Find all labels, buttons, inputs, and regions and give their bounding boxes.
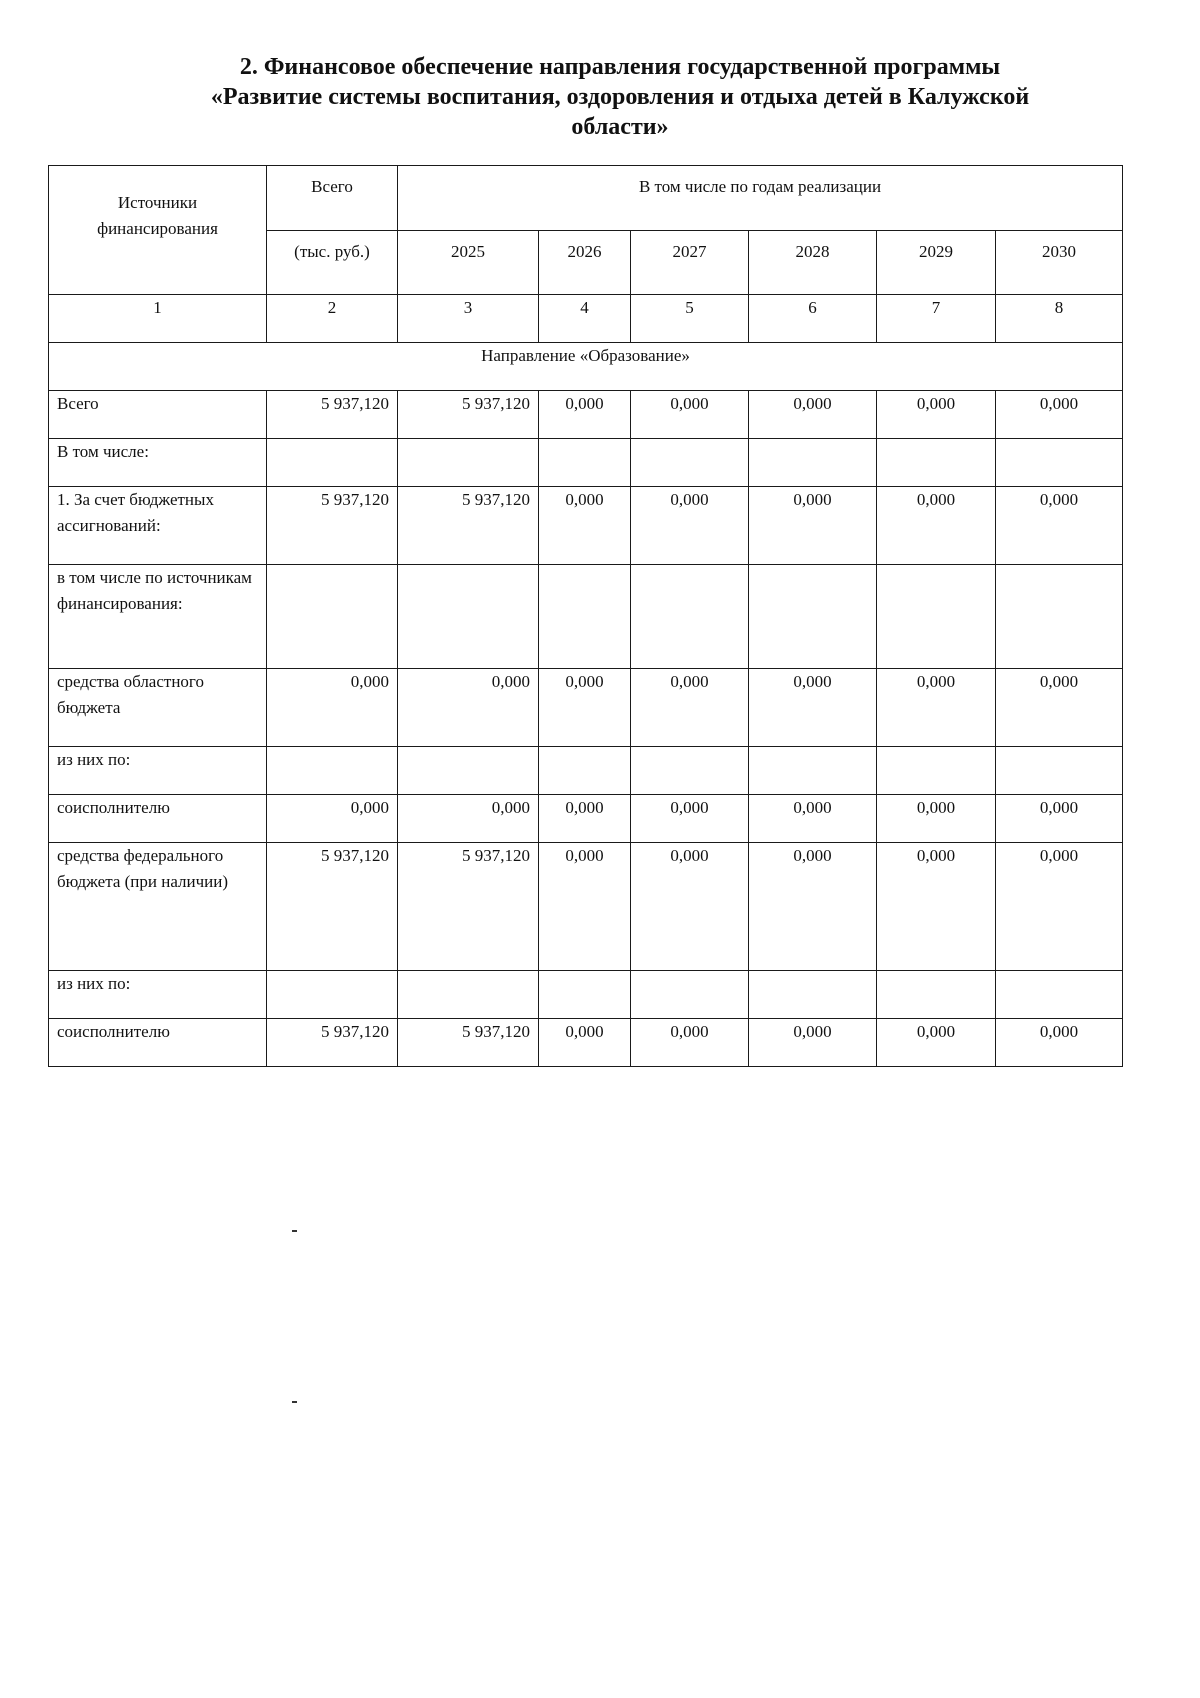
column-number: 6 [749,295,877,343]
cell-year-value: 0,000 [877,795,996,843]
table-row [49,565,1123,669]
cell-year-value: 0,000 [631,843,749,971]
cell-total [267,439,398,487]
cell-year-value [398,439,539,487]
cell-year-value: 0,000 [631,391,749,439]
row-label: средства областного бюджета [49,669,267,747]
stray-mark [292,1401,297,1403]
cell-year-value: 5 937,120 [398,487,539,565]
column-number: 4 [539,295,631,343]
row-label: соисполнителю [49,1019,267,1067]
cell-year-value: 0,000 [996,795,1123,843]
cell-year-value: 0,000 [749,795,877,843]
cell-year-value [749,747,877,795]
cell-year-value [631,439,749,487]
row-label: из них по: [49,971,267,1019]
cell-year-value: 0,000 [539,391,631,439]
cell-year-value: 0,000 [996,669,1123,747]
cell-year-value: 5 937,120 [398,391,539,439]
cell-year-value: 0,000 [877,669,996,747]
row-label: Всего [49,391,267,439]
cell-year-value [996,565,1123,669]
cell-total: 5 937,120 [267,391,398,439]
cell-year-value [996,439,1123,487]
cell-year-value: 0,000 [539,1019,631,1067]
cell-year-value: 0,000 [539,487,631,565]
column-number: 1 [49,295,267,343]
header-total: Всего [267,166,398,231]
header-year: 2027 [631,231,749,295]
cell-year-value: 0,000 [996,487,1123,565]
cell-total [267,747,398,795]
column-number-row [49,295,1123,343]
cell-total: 5 937,120 [267,487,398,565]
title-line-2: «Развитие системы воспитания, оздоровления и отдыха детей в Калужской [210,84,1030,110]
cell-year-value [398,971,539,1019]
financing-table [48,165,1123,1067]
row-label: 1. За счет бюджетных ассигнований: [49,487,267,565]
cell-year-value: 5 937,120 [398,843,539,971]
row-label: средства федерального бюджета (при наличии) [49,843,267,971]
cell-year-value [749,971,877,1019]
header-sources: Источники финансирования [49,166,267,295]
cell-year-value: 0,000 [877,843,996,971]
cell-year-value [539,971,631,1019]
header-by-years: В том числе по годам реализации [398,166,1123,231]
cell-total: 0,000 [267,669,398,747]
header-total-unit: (тыс. руб.) [267,231,398,295]
cell-total: 5 937,120 [267,1019,398,1067]
header-year: 2026 [539,231,631,295]
table-row [49,843,1123,971]
cell-year-value: 0,000 [749,669,877,747]
column-number: 2 [267,295,398,343]
cell-year-value [631,565,749,669]
cell-total [267,971,398,1019]
row-label: в том числе по источникам финансирования: [49,565,267,669]
cell-year-value: 0,000 [877,487,996,565]
header-year: 2028 [749,231,877,295]
table-row [49,1019,1123,1067]
cell-year-value: 0,000 [996,843,1123,971]
cell-year-value: 0,000 [749,487,877,565]
table-row [49,971,1123,1019]
cell-year-value: 0,000 [996,1019,1123,1067]
cell-year-value: 0,000 [398,795,539,843]
column-number: 7 [877,295,996,343]
cell-total [267,565,398,669]
cell-year-value: 0,000 [631,669,749,747]
table-row [49,795,1123,843]
cell-year-value: 0,000 [539,843,631,971]
cell-year-value [539,565,631,669]
cell-year-value: 0,000 [877,391,996,439]
cell-year-value [631,747,749,795]
header-year: 2029 [877,231,996,295]
cell-year-value [539,439,631,487]
section-row [49,343,1123,391]
cell-year-value [996,971,1123,1019]
data-rows [49,391,1123,1067]
section-title: Направление «Образование» [49,343,1123,391]
header-row-1 [49,166,1123,231]
table-row [49,439,1123,487]
document-title [150,52,1090,142]
cell-year-value [539,747,631,795]
cell-year-value [877,747,996,795]
row-label: В том числе: [49,439,267,487]
row-label: соисполнителю [49,795,267,843]
row-label: из них по: [49,747,267,795]
header-year: 2030 [996,231,1123,295]
table-row [49,669,1123,747]
cell-year-value [398,747,539,795]
cell-year-value [996,747,1123,795]
cell-year-value: 0,000 [996,391,1123,439]
cell-year-value: 0,000 [631,487,749,565]
cell-year-value: 0,000 [749,843,877,971]
table-row [49,391,1123,439]
cell-total: 5 937,120 [267,843,398,971]
cell-year-value [749,565,877,669]
cell-year-value: 0,000 [631,1019,749,1067]
cell-year-value: 0,000 [877,1019,996,1067]
column-number: 5 [631,295,749,343]
cell-year-value [631,971,749,1019]
cell-year-value [749,439,877,487]
cell-year-value: 0,000 [749,1019,877,1067]
column-number: 8 [996,295,1123,343]
cell-year-value [877,565,996,669]
cell-year-value: 0,000 [398,669,539,747]
cell-total: 0,000 [267,795,398,843]
table-row [49,487,1123,565]
cell-year-value: 0,000 [749,391,877,439]
cell-year-value: 0,000 [539,795,631,843]
cell-year-value: 0,000 [539,669,631,747]
header-year: 2025 [398,231,539,295]
title-line-1: 2. Финансовое обеспечение направления государственной программы [239,54,1001,80]
column-number: 3 [398,295,539,343]
cell-year-value [877,971,996,1019]
table-row [49,747,1123,795]
cell-year-value [877,439,996,487]
cell-year-value [398,565,539,669]
cell-year-value: 0,000 [631,795,749,843]
stray-mark [292,1230,297,1232]
cell-year-value: 5 937,120 [398,1019,539,1067]
title-line-3: области» [571,114,669,140]
